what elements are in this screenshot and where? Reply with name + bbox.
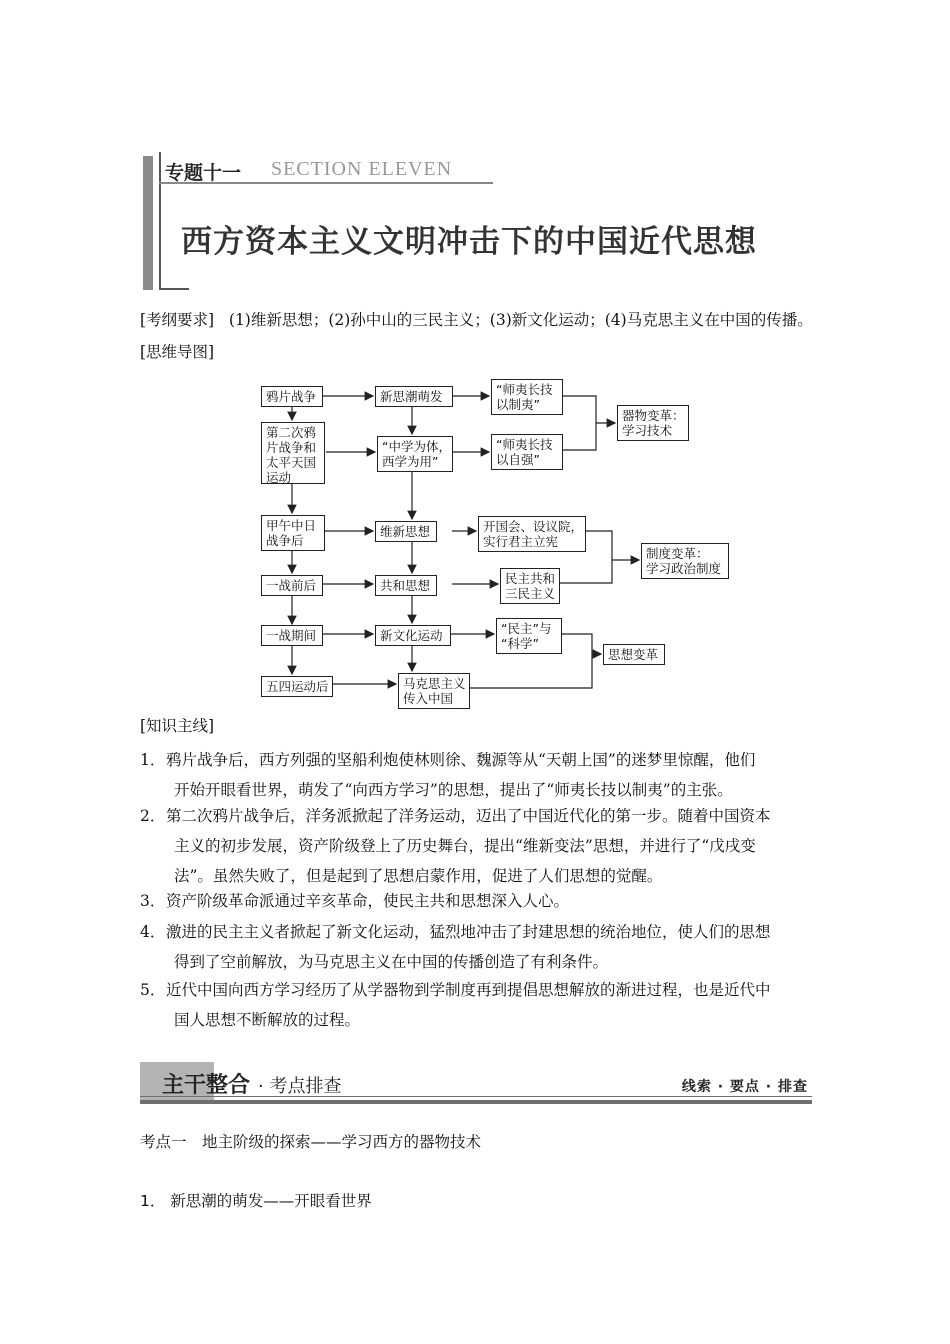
item-line: 主义的初步发展，资产阶级登上了历史舞台，提出“维新变法”思想，并进行了“戊戌变 bbox=[174, 837, 756, 855]
header-divider bbox=[159, 152, 161, 290]
node-reform-thought: 维新思想 bbox=[375, 521, 437, 542]
item-line: 激进的民主主义者掀起了新文化运动，猛烈地冲击了封建思想的统治地位，使人们的思想 bbox=[166, 923, 771, 941]
band-rule bbox=[140, 1100, 812, 1104]
knowledge-item-1 bbox=[140, 745, 812, 805]
knowledge-item-4 bbox=[140, 917, 812, 977]
knowledge-item-5 bbox=[140, 975, 812, 1035]
node-second-opium-war: 第二次鸦 片战争和 太平天国 运动 bbox=[261, 422, 325, 484]
band-right-label: 线索 · 要点 · 排查 bbox=[681, 1079, 808, 1095]
node-parliament: 开国会、设议院， 实行君主立宪 bbox=[478, 516, 586, 552]
topic-label: 专题十一 bbox=[165, 162, 242, 184]
kaodian-subheading: 1． 新思潮的萌发——开眼看世界 bbox=[140, 1192, 372, 1210]
node-sino-japanese-war: 甲午中日 战争后 bbox=[261, 515, 325, 551]
page-title: 西方资本主义文明冲击下的中国近代思想 bbox=[181, 224, 757, 260]
node-institutional-change: 制度变革： 学习政治制度 bbox=[641, 543, 729, 579]
header-accent-bar bbox=[143, 156, 153, 290]
item-line: 资产阶级革命派通过辛亥革命，使民主共和思想深入人心。 bbox=[166, 892, 570, 910]
node-thought-change: 思想变革 bbox=[603, 644, 665, 665]
node-material-change: 器物变革： 学习技术 bbox=[617, 405, 689, 441]
requirements-label: [考纲要求] bbox=[140, 311, 215, 329]
knowledge-item-2 bbox=[140, 801, 812, 891]
item-line: 近代中国向西方学习经历了从学器物到学制度再到提倡思想解放的渐进过程，也是近代中 bbox=[166, 981, 771, 999]
item-number: 2． bbox=[140, 807, 166, 825]
node-shiyi-zhiyi: “师夷长技 以制夷” bbox=[491, 379, 563, 415]
item-line: 开始开眼看世界，萌发了“向西方学习”的思想，提出了“师夷长技以制夷”的主张。 bbox=[174, 781, 733, 799]
mind-map-diagram bbox=[258, 378, 738, 708]
node-ww1-during: 一战期间 bbox=[261, 625, 323, 646]
item-number: 1． bbox=[140, 751, 166, 769]
item-number: 3． bbox=[140, 892, 166, 910]
item-line: 第二次鸦片战争后，洋务派掀起了洋务运动，迈出了中国近代化的第一步。随着中国资本 bbox=[166, 807, 771, 825]
knowledge-label: [知识主线] bbox=[140, 717, 215, 735]
node-ww1-before: 一战前后 bbox=[261, 575, 323, 596]
requirements-text: (1)维新思想；(2)孙中山的三民主义；(3)新文化运动；(4)马克思主义在中国的传播。 bbox=[228, 311, 813, 329]
requirements-line bbox=[140, 309, 813, 331]
node-may-fourth: 五四运动后 bbox=[261, 676, 333, 697]
chapter-header bbox=[143, 152, 803, 290]
mindmap-label: [思维导图] bbox=[140, 343, 215, 361]
node-republic-thought: 共和思想 bbox=[375, 575, 437, 596]
kaodian-title: 考点一 地主阶级的探索——学习西方的器物技术 bbox=[140, 1133, 482, 1151]
knowledge-item-3 bbox=[140, 886, 812, 916]
node-zhongti-xiyong: “中学为体， 西学为用” bbox=[377, 436, 453, 472]
item-number: 4． bbox=[140, 923, 166, 941]
node-new-thought: 新思潮萌发 bbox=[375, 386, 453, 407]
node-marxism: 马克思主义 传入中国 bbox=[398, 673, 470, 709]
item-line: 法”。虽然失败了，但是起到了思想启蒙作用，促进了人们思想的觉醒。 bbox=[174, 867, 663, 885]
item-line: 鸦片战争后，西方列强的坚船利炮使林则徐、魏源等从“天朝上国”的迷梦里惊醒，他们 bbox=[166, 751, 756, 769]
item-number: 5． bbox=[140, 981, 166, 999]
node-shiyi-ziqiang: “师夷长技 以自强” bbox=[491, 434, 563, 470]
header-foot-rule bbox=[159, 288, 189, 290]
item-line: 国人思想不断解放的过程。 bbox=[174, 1011, 361, 1029]
item-line: 得到了空前解放，为马克思主义在中国的传播创造了有利条件。 bbox=[174, 953, 609, 971]
node-new-culture: 新文化运动 bbox=[375, 625, 451, 646]
section-english-label: SECTION ELEVEN bbox=[271, 158, 453, 180]
node-sanmin: 民主共和 三民主义 bbox=[500, 568, 560, 604]
node-democracy-science: “民主”与 “科学” bbox=[496, 618, 562, 654]
band-sub-title: · 考点排查 bbox=[258, 1076, 342, 1097]
node-opium-war: 鸦片战争 bbox=[261, 386, 323, 407]
band-main-title: 主干整合 bbox=[162, 1073, 251, 1098]
section-band bbox=[140, 1062, 812, 1106]
